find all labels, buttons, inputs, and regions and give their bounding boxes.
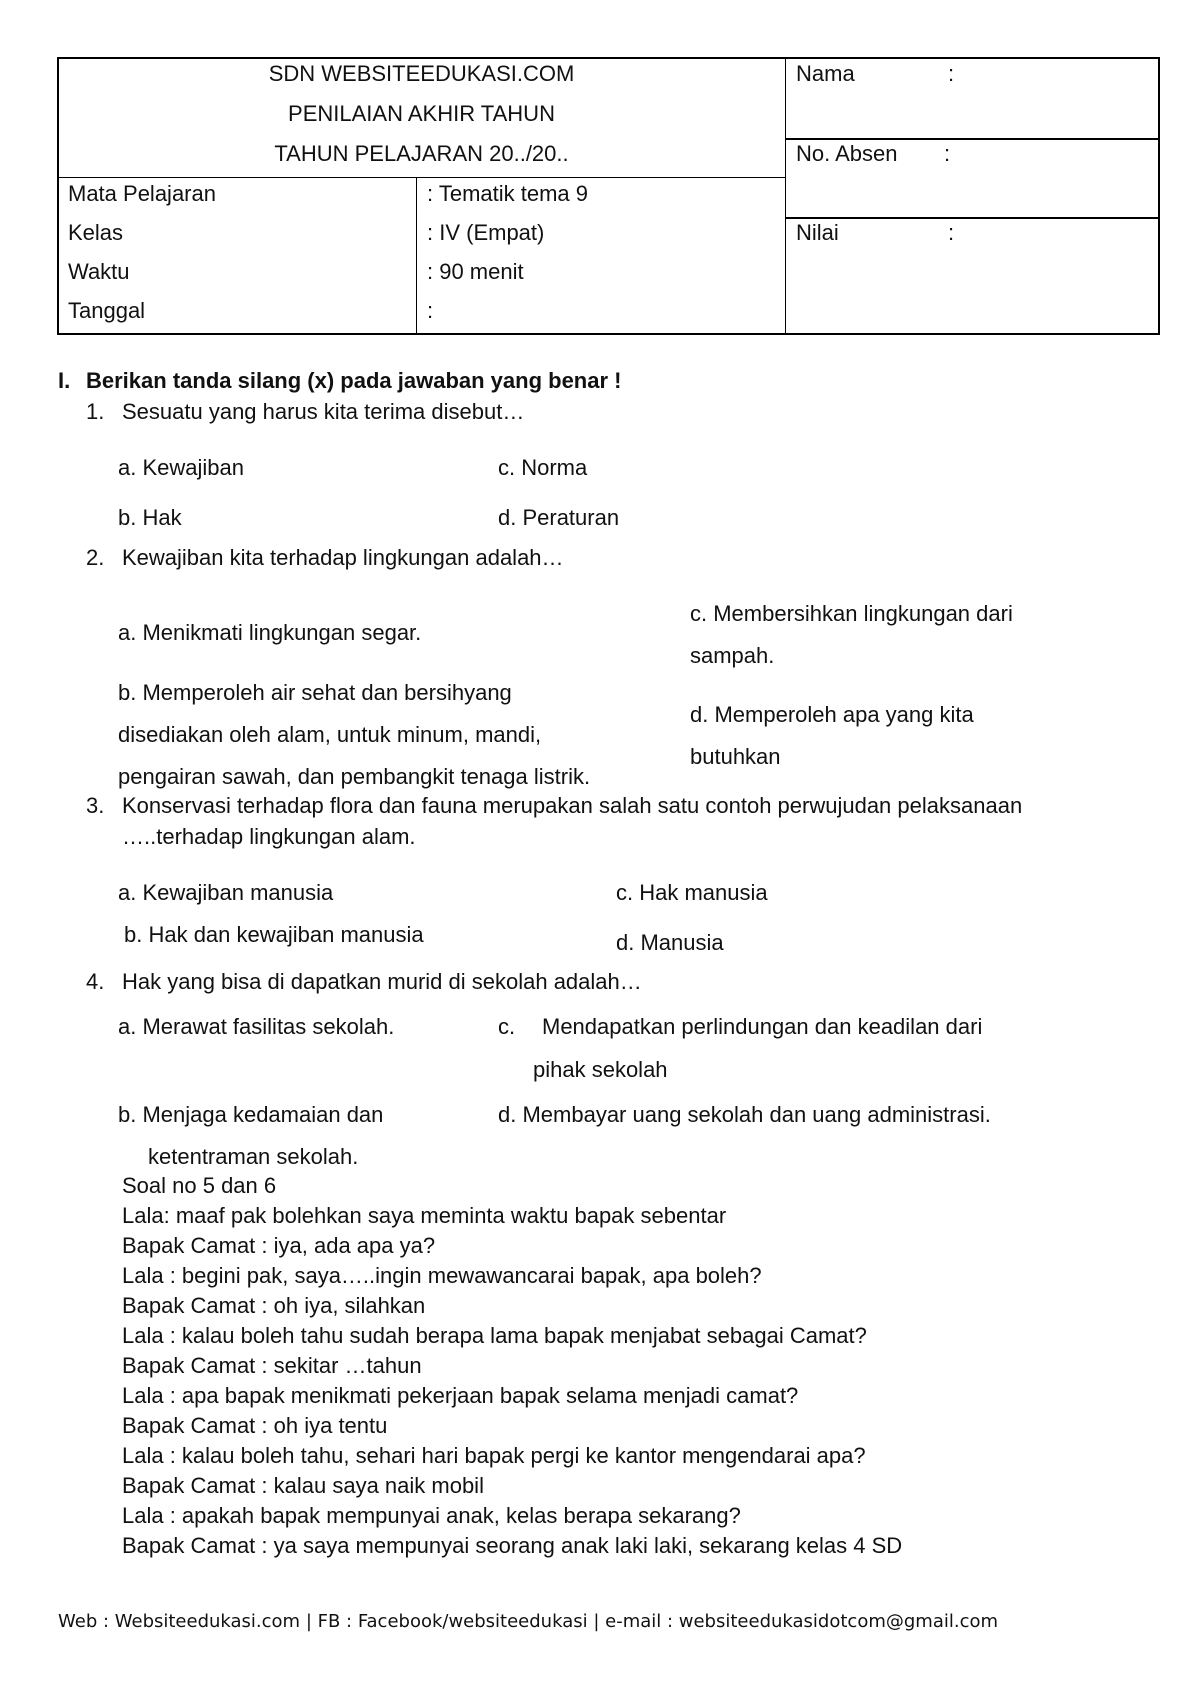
question-number: 2. — [86, 545, 105, 570]
section-number: I. — [58, 368, 71, 393]
page-footer: Web : Websiteedukasi.com | FB : Facebook/websiteedukasi | e-mail : websiteedukasidotcom@gmail.com — [58, 1611, 999, 1632]
option-b-line-1: b. Menjaga kedamaian dan — [118, 1102, 384, 1127]
absen-label: No. Absen — [796, 141, 898, 166]
option-c-line-1: c. Membersihkan lingkungan dari — [690, 601, 1013, 626]
dialogue-line: Lala : apa bapak menikmati pekerjaan bapak selama menjadi camat? — [122, 1383, 799, 1408]
field-value-time: : 90 menit — [427, 259, 524, 284]
section-title: Berikan tanda silang (x) pada jawaban yang benar ! — [86, 368, 622, 393]
option-c-line-2: pihak sekolah — [533, 1057, 668, 1082]
field-value-subject: : Tematik tema 9 — [427, 181, 588, 206]
field-value-class: : IV (Empat) — [427, 220, 545, 245]
absen-colon: : — [944, 141, 951, 166]
option-b: b. Hak — [118, 505, 182, 530]
dialogue-line: Bapak Camat : sekitar …tahun — [122, 1353, 422, 1378]
question-text-line-2: …..terhadap lingkungan alam. — [122, 824, 416, 849]
option-d-line-1: d. Memperoleh apa yang kita — [690, 702, 974, 727]
name-label: Nama — [796, 61, 855, 86]
dialogue-intro: Soal no 5 dan 6 — [122, 1173, 277, 1198]
field-label-subject: Mata Pelajaran — [68, 181, 216, 206]
dialogue-line: Lala : kalau boleh tahu, sehari hari bapak pergi ke kantor mengendarai apa? — [122, 1443, 866, 1468]
field-label-class: Kelas — [68, 220, 124, 245]
option-c-label: c. — [498, 1014, 516, 1039]
question-number: 1. — [86, 399, 105, 424]
score-colon: : — [948, 220, 955, 245]
option-b-line-1: b. Memperoleh air sehat dan bersihyang — [118, 680, 512, 705]
question-number: 3. — [86, 793, 105, 818]
option-b-line-3: pengairan sawah, dan pembangkit tenaga listrik. — [118, 764, 591, 789]
option-a: a. Menikmati lingkungan segar. — [118, 620, 422, 645]
dialogue-line: Bapak Camat : oh iya tentu — [122, 1413, 388, 1438]
field-label-date: Tanggal — [68, 298, 146, 323]
option-c: c. Hak manusia — [616, 880, 768, 905]
dialogue-line: Bapak Camat : ya saya mempunyai seorang anak laki laki, sekarang kelas 4 SD — [122, 1533, 903, 1558]
exam-title: PENILAIAN AKHIR TAHUN — [288, 101, 555, 126]
option-c-line-1: Mendapatkan perlindungan dan keadilan dari — [542, 1014, 983, 1039]
option-b-line-2: ketentraman sekolah. — [148, 1144, 359, 1169]
option-d: d. Manusia — [616, 930, 724, 955]
dialogue-line: Lala : apakah bapak mempunyai anak, kelas berapa sekarang? — [122, 1503, 741, 1528]
score-label: Nilai — [796, 220, 839, 245]
option-b: b. Hak dan kewajiban manusia — [124, 922, 424, 947]
dialogue-line: Bapak Camat : kalau saya naik mobil — [122, 1473, 484, 1498]
school-year: TAHUN PELAJARAN 20../20.. — [274, 141, 569, 166]
option-d: d. Peraturan — [498, 505, 620, 530]
school-name: SDN WEBSITEEDUKASI.COM — [268, 61, 575, 86]
question-number: 4. — [86, 969, 105, 994]
option-d-line-2: butuhkan — [690, 744, 781, 769]
option-c: c. Norma — [498, 455, 588, 480]
option-c-line-2: sampah. — [690, 643, 775, 668]
option-a: a. Kewajiban — [118, 455, 244, 480]
dialogue-line: Lala: maaf pak bolehkan saya meminta waktu bapak sebentar — [122, 1203, 727, 1228]
dialogue-line: Bapak Camat : oh iya, silahkan — [122, 1293, 426, 1318]
option-b-line-2: disediakan oleh alam, untuk minum, mandi, — [118, 722, 542, 747]
question-text: Hak yang bisa di dapatkan murid di sekolah adalah… — [122, 969, 642, 994]
option-a: a. Kewajiban manusia — [118, 880, 334, 905]
field-value-date: : — [427, 298, 434, 323]
name-colon: : — [948, 61, 955, 86]
dialogue-line: Lala : kalau boleh tahu sudah berapa lama bapak menjabat sebagai Camat? — [122, 1323, 867, 1348]
dialogue-line: Bapak Camat : iya, ada apa ya? — [122, 1233, 436, 1258]
field-label-time: Waktu — [68, 259, 130, 284]
option-a: a. Merawat fasilitas sekolah. — [118, 1014, 395, 1039]
question-text: Sesuatu yang harus kita terima disebut… — [122, 399, 525, 424]
dialogue-line: Lala : begini pak, saya…..ingin mewawancarai bapak, apa boleh? — [122, 1263, 762, 1288]
option-d: d. Membayar uang sekolah dan uang administrasi. — [498, 1102, 991, 1127]
question-text-line-1: Konservasi terhadap flora dan fauna merupakan salah satu contoh perwujudan pelaksanaan — [122, 793, 1023, 818]
question-text: Kewajiban kita terhadap lingkungan adalah… — [122, 545, 564, 570]
